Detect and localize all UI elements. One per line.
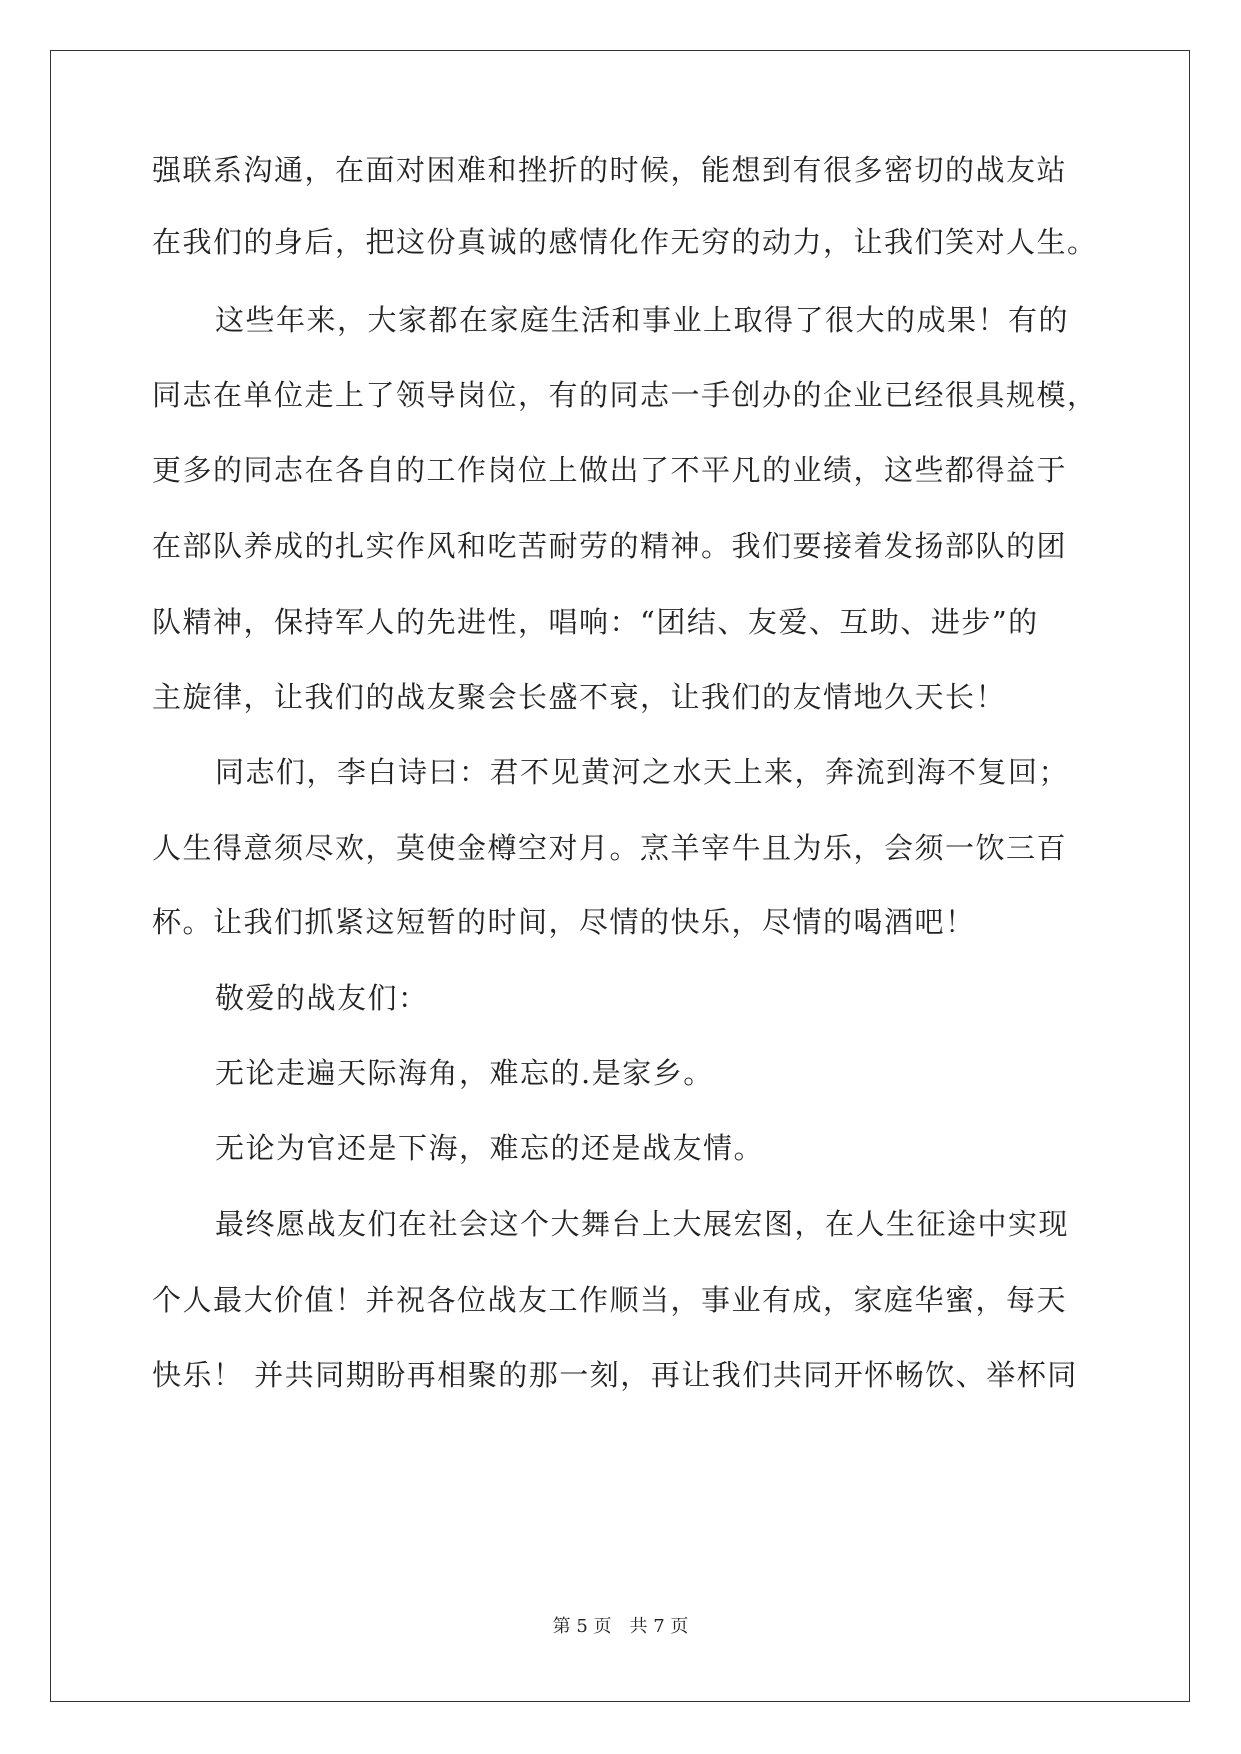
text-line: 个人最大价值！并祝各位战友工作顺当，事业有成，家庭华蜜，每天 [152,1283,1068,1317]
text-line: 主旋律，让我们的战友聚会长盛不衰，让我们的友情地久天长！ [152,680,1007,714]
text-line: 这些年来，大家都在家庭生活和事业上取得了很大的成果！有的 [215,303,1070,337]
page-border [50,50,1190,1702]
text-line: 同志在单位走上了领导岗位，有的同志一手创办的企业已经很具规模， [152,378,1098,412]
text-line: 敬爱的战友们： [215,981,429,1015]
text-line: 人生得意须尽欢，莫使金樽空对月。烹羊宰牛且为乐，会须一饮三百 [152,831,1068,865]
text-line: 在部队养成的扎实作风和吃苦耐劳的精神。我们要接着发扬部队的团 [152,529,1068,563]
page-number-footer: 第 5 页 共 7 页 [552,1616,689,1637]
text-line: 更多的同志在各自的工作岗位上做出了不平凡的业绩，这些都得益于 [152,453,1068,487]
text-line: 队精神，保持军人的先进性，唱响：“团结、友爱、互助、进步”的 [152,605,1039,639]
text-line: 同志们，李白诗曰：君不见黄河之水天上来，奔流到海不复回； [215,755,1070,789]
text-line: 无论为官还是下海，难忘的还是战友情。 [215,1131,765,1165]
text-line: 快乐！ 并共同期盼再相聚的那一刻，再让我们共同开怀畅饮、举杯同 [152,1358,1078,1392]
text-line: 杯。让我们抓紧这短暂的时间，尽情的快乐，尽情的喝酒吧！ [152,905,976,939]
text-line: 最终愿战友们在社会这个大舞台上大展宏图，在人生征途中实现 [215,1207,1070,1241]
text-line: 强联系沟通，在面对困难和挫折的时候，能想到有很多密切的战友站 [152,153,1068,187]
text-line: 在我们的身后，把这份真诚的感情化作无穷的动力，让我们笑对人生。 [152,225,1098,259]
text-line: 无论走遍天际海角，难忘的.是家乡。 [215,1056,714,1090]
